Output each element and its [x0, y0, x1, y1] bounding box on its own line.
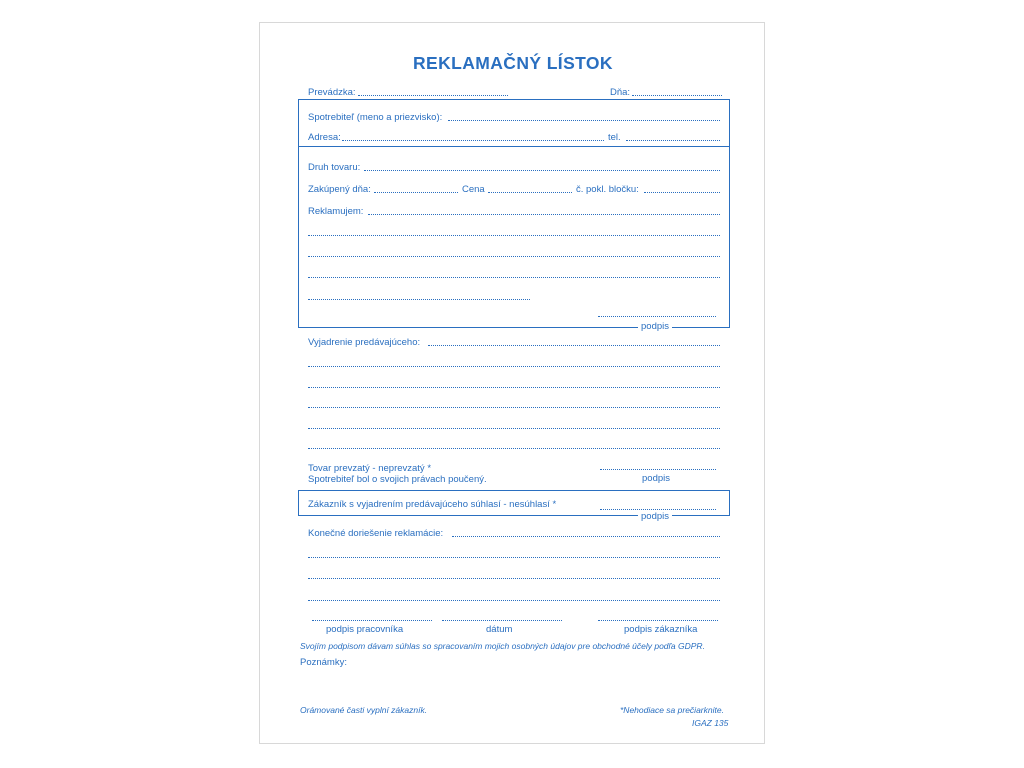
podpis-label: podpis: [638, 511, 672, 522]
nehodiace-note: *Nehodiace sa prečiarknite.: [620, 705, 724, 715]
zakupeny-dna-field[interactable]: [374, 192, 458, 193]
tovar-prevzaty-label: Tovar prevzatý - neprevzatý *: [308, 463, 432, 474]
konecne-dorieseniee-line[interactable]: [308, 557, 720, 558]
zakaznik-suhlas-label: Zákazník s vyjadrením predávajúceho súhlasí - nesúhlasí *: [308, 499, 557, 510]
podpis-label: podpis: [642, 473, 670, 484]
adresa-field[interactable]: [342, 140, 604, 141]
podpis-line[interactable]: [600, 469, 716, 470]
customer-box-divider: [298, 146, 730, 147]
vyjadrenie-label: Vyjadrenie predávajúceho:: [308, 337, 421, 348]
podpis-pracovnika-label: podpis pracovníka: [326, 624, 404, 635]
gdpr-consent-text: Svojím podpisom dávam súhlas so spracovaním mojich osobných údajov pre obchodné účely podľa GDPR.: [300, 641, 705, 651]
konecne-dorieseniee-line[interactable]: [308, 578, 720, 579]
spotrebitel-poucenie-label: Spotrebiteľ bol o svojich právach poučený.: [308, 474, 487, 485]
prevadzka-field[interactable]: [358, 95, 508, 96]
cena-label: Cena: [462, 184, 485, 195]
vyjadrenie-line[interactable]: [308, 448, 720, 449]
c-pokl-blocku-field[interactable]: [644, 192, 720, 193]
adresa-label: Adresa:: [308, 132, 341, 143]
podpis-line[interactable]: [598, 316, 716, 317]
reklamujem-label: Reklamujem:: [308, 206, 364, 217]
form-sheet: [259, 22, 765, 744]
podpis-zakaznika-label: podpis zákazníka: [624, 624, 698, 635]
vyjadrenie-line[interactable]: [308, 366, 720, 367]
podpis-zakaznika-line[interactable]: [598, 620, 718, 621]
form-title: REKLAMAČNÝ LÍSTOK: [413, 53, 613, 73]
tel-label: tel.: [608, 132, 621, 143]
reklamujem-line[interactable]: [308, 299, 530, 300]
reklamujem-line[interactable]: [308, 277, 720, 278]
konecne-dorieseniee-field[interactable]: [452, 536, 720, 537]
datum-label: dátum: [486, 624, 513, 635]
tel-field[interactable]: [626, 140, 720, 141]
reklamujem-line[interactable]: [308, 235, 720, 236]
c-pokl-blocku-label: č. pokl. bločku:: [576, 184, 639, 195]
oramovane-note: Orámované časti vyplní zákazník.: [300, 705, 428, 715]
prevadzka-label: Prevádzka:: [308, 87, 356, 98]
vyjadrenie-line[interactable]: [308, 407, 720, 408]
podpis-pracovnika-line[interactable]: [312, 620, 432, 621]
podpis-label: podpis: [638, 321, 672, 332]
vyjadrenie-field[interactable]: [428, 345, 720, 346]
dna-field[interactable]: [632, 95, 722, 96]
druh-tovaru-field[interactable]: [364, 170, 720, 171]
spotrebitel-label: Spotrebiteľ (meno a priezvisko):: [308, 112, 443, 123]
reklamujem-line[interactable]: [308, 256, 720, 257]
datum-line[interactable]: [442, 620, 562, 621]
cena-field[interactable]: [488, 192, 572, 193]
druh-tovaru-label: Druh tovaru:: [308, 162, 361, 173]
dna-label: Dňa:: [610, 87, 631, 98]
vyjadrenie-line[interactable]: [308, 428, 720, 429]
spotrebitel-field[interactable]: [448, 120, 720, 121]
vyjadrenie-line[interactable]: [308, 387, 720, 388]
form-code: IGAZ 135: [692, 718, 729, 728]
zakupeny-dna-label: Zakúpený dňa:: [308, 184, 371, 195]
konecne-dorieseniee-label: Konečné doriešenie reklamácie:: [308, 528, 444, 539]
poznamky-label: Poznámky:: [300, 657, 347, 668]
podpis-line[interactable]: [600, 509, 716, 510]
konecne-dorieseniee-line[interactable]: [308, 600, 720, 601]
reklamujem-field[interactable]: [368, 214, 720, 215]
